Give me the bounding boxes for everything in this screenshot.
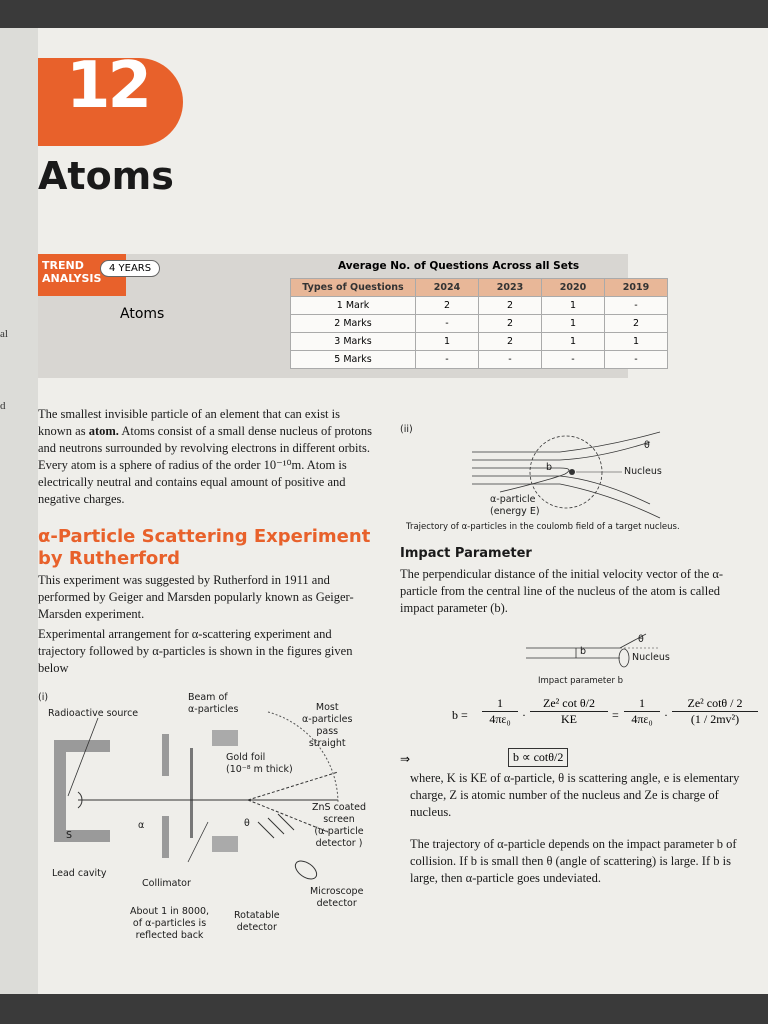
alpha-particle-label: [490, 494, 540, 518]
section-heading-line: by Rutherford: [38, 548, 181, 569]
most-particles-label: [302, 702, 352, 750]
table-cell: -: [416, 351, 479, 369]
trend-table-title: Average No. of Questions Across all Sets: [338, 260, 580, 272]
particle-path: [560, 476, 650, 504]
impact-parameter-heading: Impact Parameter: [400, 546, 532, 561]
zns-screen-label: [312, 802, 366, 850]
trend-label-line: ANALYSIS: [42, 272, 102, 285]
table-row: [291, 351, 668, 369]
table-cell: -: [416, 315, 479, 333]
trajectory-caption: Trajectory of α-particles in the coulomb field of a target nucleus.: [406, 522, 680, 532]
label-line: (α-particle: [314, 826, 364, 837]
label-line: screen: [323, 814, 355, 825]
figure-index: (ii): [400, 424, 413, 435]
table-header-row: [291, 279, 668, 297]
label-line: Gold foil: [226, 752, 266, 763]
gold-foil-shape: [190, 748, 193, 838]
table-cell: 1 Mark: [291, 297, 416, 315]
fraction: [624, 696, 660, 727]
fraction: [482, 696, 518, 727]
intro-bold-term: atom.: [88, 424, 119, 438]
section-heading-line: α-Particle Scattering Experiment: [38, 526, 371, 547]
label-line: ZnS coated: [312, 802, 367, 813]
intro-text: Atoms consist of a small dense nucleus of protons and neutrons surrounded by revolving electrons in different orbits. Every atom is a sphere of radius of the order 10⁻¹⁰m. Atom is electrically neutral and contains equal amount of positive and negative charges.: [38, 424, 373, 506]
table-cell: 2: [479, 333, 542, 351]
theta-label: θ: [638, 634, 644, 645]
column-header: 2023: [479, 279, 542, 297]
table-cell: 5 Marks: [291, 351, 416, 369]
particle-path: [500, 468, 569, 492]
label-line: α-particles: [188, 704, 239, 715]
table-cell: 3 Marks: [291, 333, 416, 351]
table-row: [291, 333, 668, 351]
reflected-back-label: [130, 906, 209, 942]
label-line: of α-particles is: [132, 918, 207, 929]
label-line: α-particles: [302, 714, 353, 725]
years-badge: 4 YEARS: [100, 260, 160, 277]
implies-arrow: ⇒: [400, 752, 411, 766]
label-line: (10⁻⁸ m thick): [226, 764, 293, 775]
label-line: straight: [308, 738, 346, 749]
microscope-shape: [292, 857, 320, 882]
intro-paragraph: [38, 406, 374, 508]
table-cell: 2: [416, 297, 479, 315]
b-label: b: [546, 462, 553, 473]
section-paragraph: This experiment was suggested by Rutherford in 1911 and performed by Geiger and Marsden popularly known as Geiger-Marsden experiment.: [38, 573, 354, 621]
trend-label-line: TREND: [42, 259, 84, 272]
trend-topic: Atoms: [120, 306, 165, 322]
screen-block: [212, 836, 238, 852]
impact-parameter-paragraph: The perpendicular distance of the initial velocity vector of the α-particle from the central line of the nucleus of the atom is called impact parameter (b).: [400, 567, 724, 615]
screen-block: [212, 730, 238, 746]
trajectory-paragraph: The trajectory of α-particle depends on the impact parameter b of collision. If b is small then θ (angle of scattering) is large. If b is large, then α-particle goes undeviated.: [410, 837, 737, 885]
table-cell: 1: [416, 333, 479, 351]
trajectory-figure: [400, 422, 740, 542]
collimator-shape: [162, 816, 169, 858]
table-row: [291, 297, 668, 315]
table-cell: 1: [542, 333, 605, 351]
nucleus-label: Nucleus: [632, 652, 670, 663]
adjacent-page-edge: [0, 28, 38, 994]
beam-label: [188, 692, 238, 716]
scattered-ray: [248, 772, 338, 800]
textbook-page: [38, 28, 768, 994]
label-line: Most: [315, 702, 339, 713]
alpha-label: α: [138, 820, 145, 831]
label-line: Beam of: [188, 692, 228, 703]
numerator: 1: [624, 696, 660, 712]
section-paragraph: Experimental arrangement for α-scattering experiment and trajectory followed by α-particles is shown in the figures given below: [38, 627, 353, 675]
label-line: pass: [316, 726, 339, 737]
chapter-number: 12: [66, 49, 150, 123]
dot: ·: [522, 708, 526, 722]
table-cell: 2: [479, 315, 542, 333]
lead-cavity-inner: [66, 752, 110, 830]
nucleus-dot: [569, 469, 575, 475]
theta-label: θ: [644, 440, 650, 451]
denominator: 4πε₀: [631, 712, 653, 726]
label-line: α-particle: [490, 494, 536, 505]
table-cell: -: [605, 297, 668, 315]
formula-lhs: b =: [452, 708, 468, 722]
chapter-title: Atoms: [38, 154, 174, 198]
numerator: Ze² cot θ/2: [530, 696, 608, 712]
column-header: Types of Questions: [291, 279, 416, 297]
label-line: detector: [236, 922, 277, 933]
numerator: Ze² cotθ / 2: [672, 696, 758, 712]
table-cell: 2: [605, 315, 668, 333]
rotatable-detector-label: [234, 910, 280, 934]
intro-text: The smallest invisible particle of an element that can exist is known as: [38, 407, 340, 438]
table-row: [291, 315, 668, 333]
particle-path: [560, 484, 660, 518]
radioactive-source-label: Radioactive source: [48, 708, 139, 719]
hatch-mark: [268, 818, 284, 834]
hatch-mark: [278, 814, 294, 830]
collimator-label: Collimator: [142, 878, 191, 889]
figure-index: (i): [38, 692, 49, 703]
impact-parameter-formula: [452, 696, 762, 736]
denominator: KE: [561, 712, 577, 726]
label-line: detector ): [315, 838, 363, 849]
lead-cavity-label: Lead cavity: [52, 868, 107, 879]
numerator: 1: [482, 696, 518, 712]
nucleus-label: Nucleus: [624, 466, 662, 477]
section-heading: [38, 526, 378, 570]
label-line: Rotatable: [234, 910, 280, 921]
table-cell: 1: [542, 315, 605, 333]
dot: ·: [664, 708, 668, 722]
margin-fragment: al: [0, 328, 8, 340]
impact-parameter-figure: [526, 628, 686, 678]
label-line: detector: [316, 898, 357, 909]
denominator: (1 / 2mv²): [690, 712, 740, 726]
margin-fragment: d: [0, 400, 6, 412]
trajectory-diagram: [400, 422, 740, 522]
table-cell: 1: [605, 333, 668, 351]
column-header: 2024: [416, 279, 479, 297]
table-cell: 1: [542, 297, 605, 315]
s-label: S: [66, 830, 73, 841]
b-label: b: [580, 646, 587, 657]
column-header: 2019: [605, 279, 668, 297]
label-line: Microscope: [310, 886, 364, 897]
hatch-mark: [258, 822, 274, 838]
rutherford-apparatus-figure: [38, 692, 383, 941]
label-line: reflected back: [135, 930, 204, 941]
where-paragraph: where, K is KE of α-particle, θ is scattering angle, e is elementary charge, Z is atomic number of the nucleus and Ze is charge of nucleus.: [410, 771, 740, 819]
proportionality-box: b ∝ cotθ/2: [508, 748, 568, 767]
table-cell: -: [605, 351, 668, 369]
label-line: About 1 in 8000,: [130, 906, 210, 917]
table-cell: 2 Marks: [291, 315, 416, 333]
microscope-detector-label: [310, 886, 363, 910]
trend-table: [290, 278, 668, 369]
nucleus-shape: [619, 649, 629, 667]
gold-foil-label: [226, 752, 293, 776]
table-cell: -: [479, 351, 542, 369]
equals: =: [612, 708, 619, 722]
table-cell: -: [542, 351, 605, 369]
table-cell: 2: [479, 297, 542, 315]
fraction: [672, 696, 758, 727]
column-header: 2020: [542, 279, 605, 297]
impact-figure-caption: Impact parameter b: [538, 676, 624, 686]
label-line: (energy E): [490, 506, 540, 517]
fraction: [530, 696, 608, 727]
denominator: 4πε₀: [489, 712, 511, 726]
collimator-shape: [162, 734, 169, 776]
theta-label: θ: [244, 818, 250, 829]
